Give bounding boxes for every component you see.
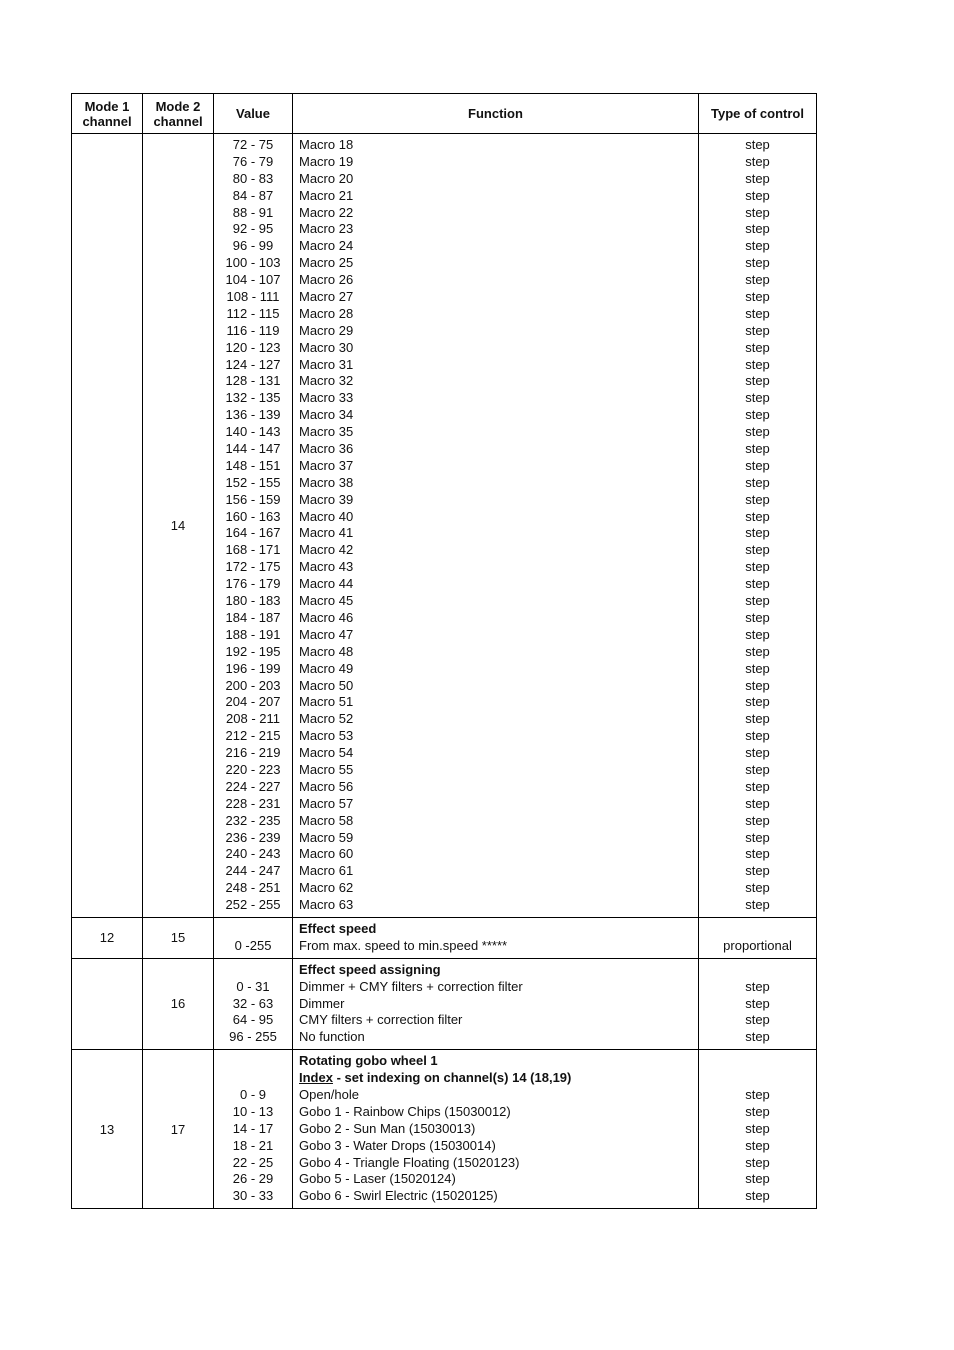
type-line: step xyxy=(745,238,770,254)
type-line: step xyxy=(745,694,770,710)
value-line: 30 - 33 xyxy=(232,1188,274,1204)
function-line: Gobo 6 - Swirl Electric (15020125) xyxy=(299,1188,498,1204)
effect-speed-assigning-row xyxy=(72,958,817,1049)
spacer-line xyxy=(699,1053,816,1070)
type-line: step xyxy=(745,153,770,169)
header-row xyxy=(72,94,817,134)
value-line: 252 - 255 xyxy=(225,897,281,913)
value-line: 220 - 223 xyxy=(225,761,281,777)
value-line: 92 - 95 xyxy=(232,221,274,237)
value-line: 200 - 203 xyxy=(225,677,281,693)
function-line: Macro 37 xyxy=(299,457,354,473)
value-line: 32 - 63 xyxy=(232,995,274,1011)
value-line: 244 - 247 xyxy=(225,863,281,879)
value-line: 240 - 243 xyxy=(225,846,281,862)
type-line: step xyxy=(745,559,770,575)
type-line: step xyxy=(745,1086,770,1102)
type-line: step xyxy=(745,1137,770,1153)
value-line: 100 - 103 xyxy=(225,255,281,271)
function-line: Dimmer xyxy=(299,995,345,1011)
gobo-title: Rotating gobo wheel 1 xyxy=(299,1053,438,1069)
type-line: step xyxy=(745,289,770,305)
type-line: step xyxy=(745,1103,770,1119)
value-line: 180 - 183 xyxy=(225,593,281,609)
function-line: Macro 31 xyxy=(299,356,354,372)
function-line: Macro 34 xyxy=(299,407,354,423)
function-line: Macro 40 xyxy=(299,508,354,524)
function-line: Macro 59 xyxy=(299,829,354,845)
value-line: 132 - 135 xyxy=(225,390,281,406)
function-line: Macro 45 xyxy=(299,593,354,609)
function-line: Macro 26 xyxy=(299,272,354,288)
type-line: step xyxy=(745,255,770,271)
type-line: step xyxy=(745,778,770,794)
assigning-title: Effect speed assigning xyxy=(299,961,441,977)
type-line: step xyxy=(745,339,770,355)
function-line: Macro 46 xyxy=(299,609,354,625)
effect-speed-title: Effect speed xyxy=(299,920,377,936)
value-line: 152 - 155 xyxy=(225,474,281,490)
value-line: 72 - 75 xyxy=(232,137,274,152)
gobo-function-cell xyxy=(293,1050,699,1209)
gobo-type-list xyxy=(699,1050,817,1209)
type-line: step xyxy=(745,880,770,896)
value-line: 14 - 17 xyxy=(232,1120,274,1136)
type-line: step xyxy=(745,1188,770,1204)
type-line: step xyxy=(745,677,770,693)
value-line: 26 - 29 xyxy=(232,1171,274,1187)
function-line: Macro 52 xyxy=(299,711,354,727)
effect-speed-mode1-channel: 12 xyxy=(72,917,143,958)
function-line: Macro 24 xyxy=(299,238,354,254)
effect-speed-type: proportional xyxy=(723,937,792,953)
function-line: CMY filters + correction filter xyxy=(299,1012,463,1028)
function-line: Macro 61 xyxy=(299,863,354,879)
value-line: 144 - 147 xyxy=(225,441,281,457)
effect-speed-value-cell xyxy=(214,917,293,958)
macro-mode1-channel xyxy=(72,134,143,918)
function-line: Macro 55 xyxy=(299,761,354,777)
macro-function-list xyxy=(293,134,699,918)
effect-speed-mode2-channel: 15 xyxy=(143,917,214,958)
type-line: step xyxy=(745,424,770,440)
effect-speed-function-cell xyxy=(293,917,699,958)
type-line: step xyxy=(745,761,770,777)
value-line: 88 - 91 xyxy=(232,204,274,220)
type-line: step xyxy=(745,170,770,186)
value-line: 0 - 31 xyxy=(236,978,270,994)
type-line: step xyxy=(745,204,770,220)
type-line: step xyxy=(745,863,770,879)
value-line: 84 - 87 xyxy=(232,187,274,203)
gobo-mode2-channel: 17 xyxy=(143,1050,214,1209)
value-line: 96 - 255 xyxy=(229,1029,277,1045)
value-line: 212 - 215 xyxy=(225,728,281,744)
type-line: step xyxy=(745,745,770,761)
type-line: step xyxy=(745,373,770,389)
function-line: Open/hole xyxy=(299,1086,359,1102)
type-line: step xyxy=(745,272,770,288)
function-line: Macro 28 xyxy=(299,305,354,321)
function-line: Dimmer + CMY filters + correction filter xyxy=(299,978,523,994)
function-line: Gobo 5 - Laser (15020124) xyxy=(299,1171,456,1187)
function-line: Macro 54 xyxy=(299,745,354,761)
function-line: Macro 23 xyxy=(299,221,354,237)
function-line: Macro 43 xyxy=(299,559,354,575)
function-line: Macro 57 xyxy=(299,795,354,811)
type-line: step xyxy=(745,609,770,625)
function-line: Macro 27 xyxy=(299,289,354,305)
value-line: 112 - 115 xyxy=(226,305,280,321)
function-line: Macro 42 xyxy=(299,542,354,558)
value-line: 108 - 111 xyxy=(226,289,280,305)
function-line: Macro 36 xyxy=(299,441,354,457)
function-line: Macro 49 xyxy=(299,660,354,676)
function-line: Macro 44 xyxy=(299,576,354,592)
effect-speed-type-cell xyxy=(699,917,817,958)
value-line: 164 - 167 xyxy=(225,525,281,541)
value-line: 120 - 123 xyxy=(225,339,281,355)
function-line: Macro 47 xyxy=(299,626,354,642)
value-line: 148 - 151 xyxy=(225,457,281,473)
spacer-line xyxy=(214,962,292,979)
gobo-index-text: - set indexing on channel(s) 14 (18,19) xyxy=(332,1070,572,1086)
gobo-function-list xyxy=(293,1087,698,1205)
function-line: Gobo 4 - Triangle Floating (15020123) xyxy=(299,1154,520,1170)
type-line: step xyxy=(745,322,770,338)
spacer-line xyxy=(699,1070,816,1087)
type-line: step xyxy=(745,812,770,828)
effect-speed-value: 0 -255 xyxy=(234,937,272,953)
spacer-line xyxy=(699,962,816,979)
type-line: step xyxy=(745,441,770,457)
type-line: step xyxy=(745,1012,770,1028)
macro-type-list xyxy=(699,134,817,918)
value-line: 172 - 175 xyxy=(225,559,281,575)
macro-mode2-channel: 14 xyxy=(143,134,214,918)
type-line: step xyxy=(745,1120,770,1136)
value-line: 124 - 127 xyxy=(225,356,281,372)
value-line: 10 - 13 xyxy=(232,1103,274,1119)
function-line: Macro 22 xyxy=(299,204,354,220)
value-line: 22 - 25 xyxy=(232,1154,274,1170)
value-line: 136 - 139 xyxy=(225,407,281,423)
function-line: No function xyxy=(299,1029,365,1045)
function-line: Macro 53 xyxy=(299,728,354,744)
value-line: 116 - 119 xyxy=(226,322,280,338)
type-line: step xyxy=(745,457,770,473)
type-line: step xyxy=(745,626,770,642)
function-line: Macro 35 xyxy=(299,424,354,440)
value-line: 168 - 171 xyxy=(225,542,281,558)
header-type-of-control: Type of control xyxy=(699,94,817,134)
effect-speed-row xyxy=(72,917,817,958)
gobo-index-line xyxy=(293,1070,698,1087)
type-line: step xyxy=(745,407,770,423)
value-line: 128 - 131 xyxy=(225,373,281,389)
assigning-function-cell xyxy=(293,958,699,1049)
value-line: 64 - 95 xyxy=(232,1012,274,1028)
value-line: 204 - 207 xyxy=(225,694,281,710)
value-line: 232 - 235 xyxy=(225,812,281,828)
value-line: 216 - 219 xyxy=(225,745,281,761)
type-line: step xyxy=(745,829,770,845)
type-line: step xyxy=(745,390,770,406)
function-line: Gobo 2 - Sun Man (15030013) xyxy=(299,1120,476,1136)
type-line: step xyxy=(745,137,770,152)
gobo-mode1-channel: 13 xyxy=(72,1050,143,1209)
function-line: Macro 51 xyxy=(299,694,354,710)
type-line: step xyxy=(745,1171,770,1187)
value-line: 208 - 211 xyxy=(226,711,280,727)
function-line: Macro 62 xyxy=(299,880,354,896)
function-line: Macro 56 xyxy=(299,778,354,794)
assigning-function-list xyxy=(293,979,698,1047)
type-line: step xyxy=(745,491,770,507)
type-line: step xyxy=(745,995,770,1011)
header-mode2-channel: Mode 2 channel xyxy=(143,94,214,134)
function-line: Gobo 1 - Rainbow Chips (15030012) xyxy=(299,1103,511,1119)
value-line: 80 - 83 xyxy=(232,170,274,186)
type-line: step xyxy=(745,508,770,524)
value-line: 160 - 163 xyxy=(225,508,281,524)
type-line: step xyxy=(745,728,770,744)
value-line: 224 - 227 xyxy=(225,778,281,794)
value-line: 248 - 251 xyxy=(225,880,281,896)
function-line: Macro 19 xyxy=(299,153,354,169)
assigning-mode1-channel xyxy=(72,958,143,1049)
gobo-index-word: Index xyxy=(299,1070,333,1086)
function-line: Macro 21 xyxy=(299,187,354,203)
value-line: 228 - 231 xyxy=(225,795,281,811)
value-line: 104 - 107 xyxy=(225,272,281,288)
value-line: 188 - 191 xyxy=(225,626,281,642)
function-line: Macro 60 xyxy=(299,846,354,862)
value-line: 156 - 159 xyxy=(225,491,281,507)
type-line: step xyxy=(745,356,770,372)
function-line: Macro 29 xyxy=(299,322,354,338)
assigning-type-list xyxy=(699,958,817,1049)
value-line: 184 - 187 xyxy=(225,609,281,625)
type-line: step xyxy=(745,660,770,676)
type-line: step xyxy=(745,576,770,592)
value-line: 18 - 21 xyxy=(232,1137,274,1153)
function-line: Macro 63 xyxy=(299,897,354,913)
macro-value-list xyxy=(214,134,293,918)
function-line: Macro 18 xyxy=(299,137,354,152)
effect-speed-function: From max. speed to min.speed ***** xyxy=(299,937,508,953)
function-line: Macro 41 xyxy=(299,525,354,541)
header-function: Function xyxy=(293,94,699,134)
assigning-value-list xyxy=(214,958,293,1049)
value-line: 96 - 99 xyxy=(232,238,274,254)
type-line: step xyxy=(745,187,770,203)
header-value: Value xyxy=(214,94,293,134)
function-line: Macro 39 xyxy=(299,491,354,507)
function-line: Macro 20 xyxy=(299,170,354,186)
gobo-value-list xyxy=(214,1050,293,1209)
type-line: step xyxy=(745,221,770,237)
function-line: Macro 32 xyxy=(299,373,354,389)
assigning-mode2-channel: 16 xyxy=(143,958,214,1049)
spacer-line xyxy=(214,1070,292,1087)
header-mode1-channel: Mode 1 channel xyxy=(72,94,143,134)
type-line: step xyxy=(745,643,770,659)
value-line: 76 - 79 xyxy=(232,153,274,169)
macro-block-row xyxy=(72,134,817,918)
type-line: step xyxy=(745,305,770,321)
value-line: 176 - 179 xyxy=(225,576,281,592)
function-line: Macro 58 xyxy=(299,812,354,828)
gobo-wheel-row xyxy=(72,1050,817,1209)
type-line: step xyxy=(745,474,770,490)
spacer-line xyxy=(214,1053,292,1070)
function-line: Macro 25 xyxy=(299,255,354,271)
value-line: 236 - 239 xyxy=(225,829,281,845)
type-line: step xyxy=(745,711,770,727)
function-line: Macro 33 xyxy=(299,390,354,406)
function-line: Macro 38 xyxy=(299,474,354,490)
value-line: 192 - 195 xyxy=(225,643,281,659)
type-line: step xyxy=(745,795,770,811)
value-line: 196 - 199 xyxy=(225,660,281,676)
type-line: step xyxy=(745,542,770,558)
function-line: Macro 30 xyxy=(299,339,354,355)
value-line: 140 - 143 xyxy=(225,424,281,440)
type-line: step xyxy=(745,846,770,862)
value-line: 0 - 9 xyxy=(239,1086,266,1102)
function-line: Macro 50 xyxy=(299,677,354,693)
dmx-channel-table xyxy=(71,93,817,1209)
type-line: step xyxy=(745,1029,770,1045)
function-line: Gobo 3 - Water Drops (15030014) xyxy=(299,1137,496,1153)
type-line: step xyxy=(745,978,770,994)
function-line: Macro 48 xyxy=(299,643,354,659)
type-line: step xyxy=(745,1154,770,1170)
type-line: step xyxy=(745,525,770,541)
type-line: step xyxy=(745,897,770,913)
type-line: step xyxy=(745,593,770,609)
